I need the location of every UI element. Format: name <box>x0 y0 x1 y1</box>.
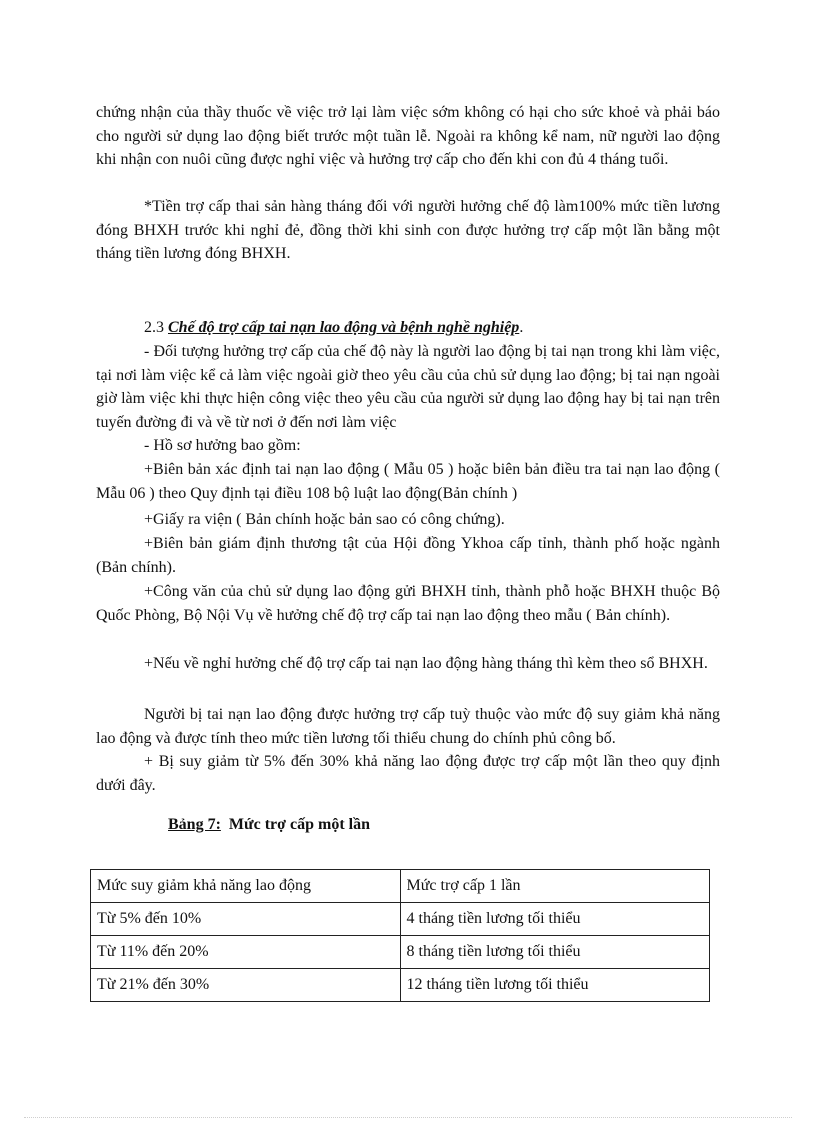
table-caption-text: Mức trợ cấp một lần <box>228 816 370 833</box>
table-caption-label: Bảng 7: <box>168 816 221 833</box>
paragraph-dossier-item-5: +Nếu về nghỉ hưởng chế độ trợ cấp tai nạn lao động hàng tháng thì kèm theo sổ BHXH. <box>144 655 708 672</box>
paragraph-maternity-allowance: *Tiền trợ cấp thai sản hàng tháng đối với người hưởng chế độ làm100% mức tiền lương đóng BHXH trước khi nghỉ đẻ, đồng thời khi sinh con được hưởng trợ cấp một lần bằng một tháng tiền lương đóng BHXH. <box>96 198 720 262</box>
allowance-table <box>90 869 710 1002</box>
paragraph-beneficiaries: - Đối tượng hưởng trợ cấp của chế độ này là người lao động bị tai nạn trong khi làm việc, tại nơi làm việc kể cả làm việc ngoài giờ theo yêu cầu của chủ sử dụng lao động; bị tai nạn ngoài giờ làm việc khi thực hiện công việc theo yêu cầu của người sử dụng lao động hay bị tai nạn trên tuyến đường đi và về từ nơi ở đến nơi làm việc <box>96 343 720 431</box>
table-row <box>91 969 710 1002</box>
page-bottom-divider <box>24 1117 792 1118</box>
paragraph-dossier-item-1: +Biên bản xác định tai nạn lao động ( Mẫu 05 ) hoặc biên bản điều tra tai nạn lao động ( Mẫu 06 ) theo Quy định tại điều 108 bộ luật lao động(Bản chính ) <box>96 461 720 502</box>
table-cell: 12 tháng tiền lương tối thiểu <box>400 969 710 1002</box>
paragraph-one-time-rule: + Bị suy giảm từ 5% đến 30% khả năng lao động được trợ cấp một lần theo quy định dưới đây. <box>96 753 720 794</box>
section-number: 2.3 <box>144 319 164 336</box>
table-header-cell: Mức suy giảm khả năng lao động <box>91 870 401 903</box>
table-cell: Từ 11% đến 20% <box>91 936 401 969</box>
table-row <box>91 903 710 936</box>
section-title: Chế độ trợ cấp tai nạn lao động và bệnh nghề nghiệp <box>168 319 520 336</box>
table-cell: Từ 5% đến 10% <box>91 903 401 936</box>
paragraph-dossier-item-2: +Giấy ra viện ( Bản chính hoặc bản sao có công chứng). <box>144 511 505 528</box>
paragraph-allowance-basis: Người bị tai nạn lao động được hưởng trợ cấp tuỳ thuộc vào mức độ suy giảm khả năng lao động và được tính theo mức tiền lương tối thiểu chung do chính phủ công bố. <box>96 706 720 747</box>
table-cell: 4 tháng tiền lương tối thiểu <box>400 903 710 936</box>
paragraph-dossier-item-4: +Công văn của chủ sử dụng lao động gửi BHXH tỉnh, thành phỗ hoặc BHXH thuộc Bộ Quốc Phòng, Bộ Nội Vụ về hưởng chế độ trợ cấp tai nạn lao động theo mẫu ( Bản chính). <box>96 583 720 624</box>
table-cell: Từ 21% đến 30% <box>91 969 401 1002</box>
paragraph-dossier-intro: - Hồ sơ hưởng bao gồm: <box>144 437 301 454</box>
table-row <box>91 870 710 903</box>
table-row <box>91 936 710 969</box>
section-heading <box>144 316 523 339</box>
table-header-cell: Mức trợ cấp 1 lần <box>400 870 710 903</box>
table-cell: 8 tháng tiền lương tối thiểu <box>400 936 710 969</box>
paragraph-dossier-item-3: +Biên bản giám định thương tật của Hội đồng Ykhoa cấp tỉnh, thành phố hoặc ngành (Bản chính). <box>96 535 720 576</box>
table-caption <box>168 816 370 834</box>
paragraph-maternity-return: chứng nhận của thầy thuốc về việc trở lại làm việc sớm không có hại cho sức khoẻ và phải báo cho người sử dụng lao động biết trước một tuần lễ. Ngoài ra không kể nam, nữ người lao động khi nhận con nuôi cũng được nghỉ việc và hưởng trợ cấp cho đến khi con đủ 4 tháng tuổi. <box>96 104 720 168</box>
section-heading-period: . <box>519 319 524 336</box>
